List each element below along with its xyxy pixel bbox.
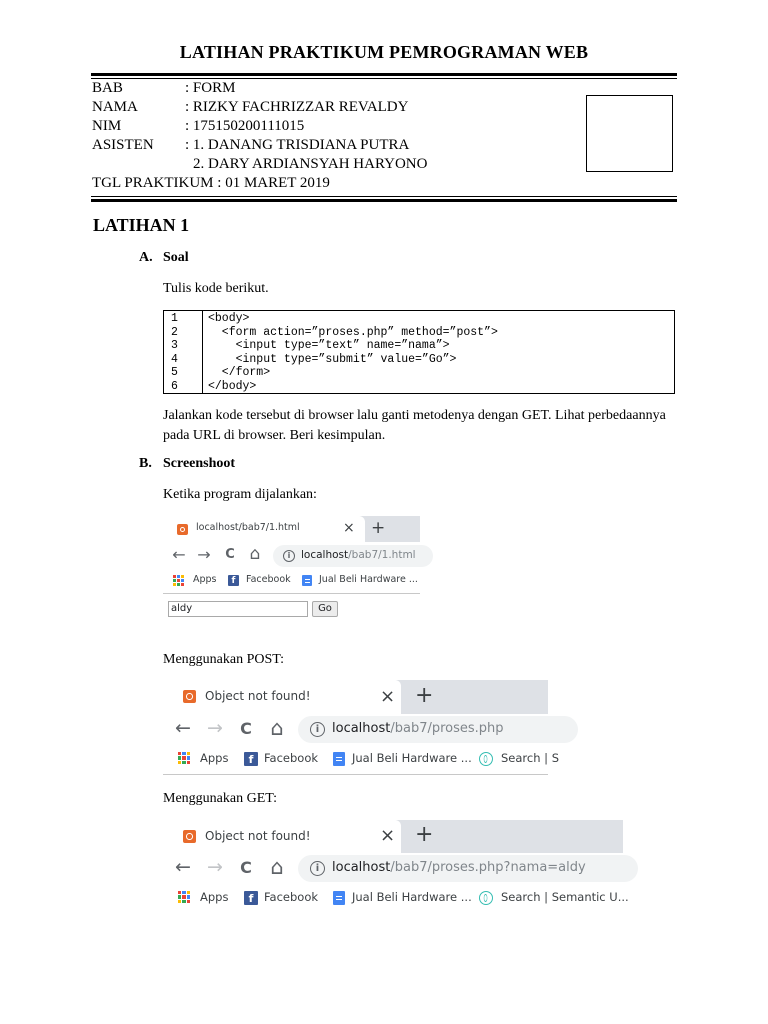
apps-icon (173, 575, 184, 586)
forward-icon[interactable]: → (207, 717, 223, 739)
code-line-number: 2 (171, 325, 178, 339)
info-value-asisten-1: : 1. DANANG TRISDIANA PUTRA (185, 137, 410, 153)
back-icon[interactable]: ← (175, 856, 191, 878)
code-line-number: 4 (171, 352, 178, 366)
info-icon[interactable]: i (310, 722, 325, 737)
facebook-icon: f (228, 575, 239, 586)
xampp-icon (177, 524, 188, 535)
section-b-label: B. (139, 456, 152, 471)
code-line-number: 1 (171, 312, 178, 325)
home-icon[interactable]: ⌂ (270, 716, 284, 740)
code-line-number: 5 (171, 366, 178, 379)
info-label-nim: NIM (92, 118, 122, 134)
url-text (301, 549, 416, 561)
home-icon[interactable]: ⌂ (249, 544, 261, 564)
browser-tab[interactable] (163, 680, 401, 714)
tab-title: localhost/bab7/1.html (196, 522, 300, 533)
instruction-line-1: Jalankan kode tersebut di browser lalu ganti metodenya dengan GET. Lihat perbedaannya (163, 408, 666, 423)
home-icon[interactable]: ⌂ (270, 855, 284, 879)
xampp-icon (183, 690, 196, 703)
bookmark-facebook[interactable]: Facebook (264, 890, 319, 904)
facebook-icon: f (244, 891, 258, 905)
close-tab-icon[interactable]: × (343, 520, 355, 536)
code-line-number: 6 (171, 379, 178, 393)
close-tab-icon[interactable]: × (380, 825, 396, 846)
forward-icon[interactable]: → (197, 545, 211, 564)
bookmarks-bar (163, 744, 559, 772)
document-title: LATIHAN PRAKTIKUM PEMROGRAMAN WEB (179, 42, 589, 62)
info-label-bab: BAB (92, 80, 123, 96)
nama-text-input[interactable]: aldy (168, 601, 308, 617)
caption-run: Ketika program dijalankan: (163, 487, 317, 502)
url-text (332, 721, 504, 736)
student-info (92, 79, 572, 197)
bookmark-search[interactable]: Search | Semantic U... (501, 890, 629, 904)
forward-icon[interactable]: → (207, 856, 223, 878)
code-listing (163, 310, 675, 394)
info-value-nama: : RIZKY FACHRIZZAR REVALDY (185, 99, 409, 115)
info-label-asisten: ASISTEN (92, 137, 154, 153)
close-tab-icon[interactable]: × (380, 686, 396, 707)
docs-icon (302, 575, 312, 586)
info-label-nama: NAMA (92, 99, 138, 115)
reload-icon[interactable]: C (240, 858, 252, 877)
tab-title: Object not found! (205, 829, 311, 843)
bookmark-jual-beli[interactable]: Jual Beli Hardware ... (319, 574, 418, 585)
address-bar[interactable] (298, 716, 578, 743)
caption-post: Menggunakan POST: (163, 652, 285, 667)
instruction-line-2: pada URL di browser. Beri kesimpulan. (163, 428, 386, 443)
code-line: <body> (208, 312, 250, 325)
url-host: localhost (332, 860, 391, 875)
info-icon[interactable]: i (310, 861, 325, 876)
bookmark-search[interactable]: Search | S (501, 751, 559, 765)
apps-icon (178, 891, 190, 903)
section-b-title: Screenshoot (163, 456, 236, 471)
navigation-bar (163, 714, 548, 744)
bookmark-apps[interactable]: Apps (200, 751, 229, 765)
header-bottom-rule (91, 199, 677, 202)
toolbar-divider (163, 774, 548, 775)
reload-icon[interactable]: C (240, 719, 252, 738)
code-line: <input type=”submit” value=”Go”> (208, 352, 457, 366)
latihan-heading: LATIHAN 1 (93, 215, 190, 235)
url-host: localhost (301, 549, 349, 561)
info-tgl-praktikum: TGL PRAKTIKUM : 01 MARET 2019 (92, 175, 330, 191)
browser-screenshot-run (163, 516, 420, 626)
bookmark-facebook[interactable]: Facebook (246, 574, 291, 585)
bookmark-jual-beli[interactable]: Jual Beli Hardware ... (352, 890, 472, 904)
intro-text: Tulis kode berikut. (163, 281, 269, 296)
new-tab-icon[interactable]: + (371, 518, 386, 538)
info-value-nim: : 175150200111015 (185, 118, 305, 134)
url-path: /bab7/proses.php?nama=aldy (390, 860, 586, 875)
apps-icon (178, 752, 190, 764)
info-value-bab: : FORM (185, 80, 236, 96)
url-path: /bab7/1.html (348, 549, 416, 561)
bookmark-facebook[interactable]: Facebook (264, 751, 319, 765)
back-icon[interactable]: ← (172, 545, 186, 564)
browser-screenshot-post (163, 680, 559, 776)
url-host: localhost (332, 721, 391, 736)
address-bar[interactable] (298, 855, 638, 882)
docs-icon (333, 752, 345, 766)
navigation-bar (163, 542, 420, 570)
browser-tab[interactable] (163, 820, 401, 853)
section-a-title: Soal (163, 250, 189, 265)
info-value-asisten-2: 2. DARY ARDIANSYAH HARYONO (193, 156, 428, 172)
new-tab-icon[interactable]: + (415, 822, 434, 847)
docs-icon (333, 891, 345, 905)
url-text (332, 860, 586, 875)
code-line: <input type=”text” name=”nama”> (208, 339, 450, 352)
photo-placeholder (586, 95, 673, 172)
toolbar-divider (163, 593, 420, 594)
code-gutter (164, 311, 203, 393)
header-top-rule (91, 73, 677, 76)
new-tab-icon[interactable]: + (415, 683, 434, 708)
browser-screenshot-get (163, 820, 629, 912)
address-bar[interactable] (273, 545, 433, 567)
section-a-label: A. (139, 250, 153, 265)
navigation-bar (163, 853, 623, 883)
bookmark-apps[interactable]: Apps (193, 574, 217, 585)
tab-strip (163, 820, 623, 853)
tab-strip (163, 680, 548, 714)
info-icon[interactable]: i (283, 550, 295, 562)
code-line-number: 3 (171, 339, 178, 352)
reload-icon[interactable]: C (225, 547, 235, 562)
code-line: </form> (208, 366, 271, 379)
url-path: /bab7/proses.php (390, 721, 504, 736)
semantic-ui-icon (479, 891, 493, 905)
bookmarks-bar (163, 570, 420, 592)
code-line: <form action=”proses.php” method=”post”> (208, 325, 498, 339)
caption-get: Menggunakan GET: (163, 791, 277, 806)
xampp-icon (183, 830, 196, 843)
facebook-icon: f (244, 752, 258, 766)
go-submit-button[interactable]: Go (312, 601, 338, 617)
bookmark-apps[interactable]: Apps (200, 890, 229, 904)
bookmarks-bar (163, 883, 629, 911)
tab-title: Object not found! (205, 689, 311, 703)
semantic-ui-icon (479, 752, 493, 766)
bookmark-jual-beli[interactable]: Jual Beli Hardware ... (352, 751, 472, 765)
browser-tab[interactable] (163, 516, 365, 542)
tab-strip (163, 516, 420, 542)
header-bottom-rule-thin (91, 196, 677, 197)
code-line: </body> (208, 379, 257, 393)
back-icon[interactable]: ← (175, 717, 191, 739)
